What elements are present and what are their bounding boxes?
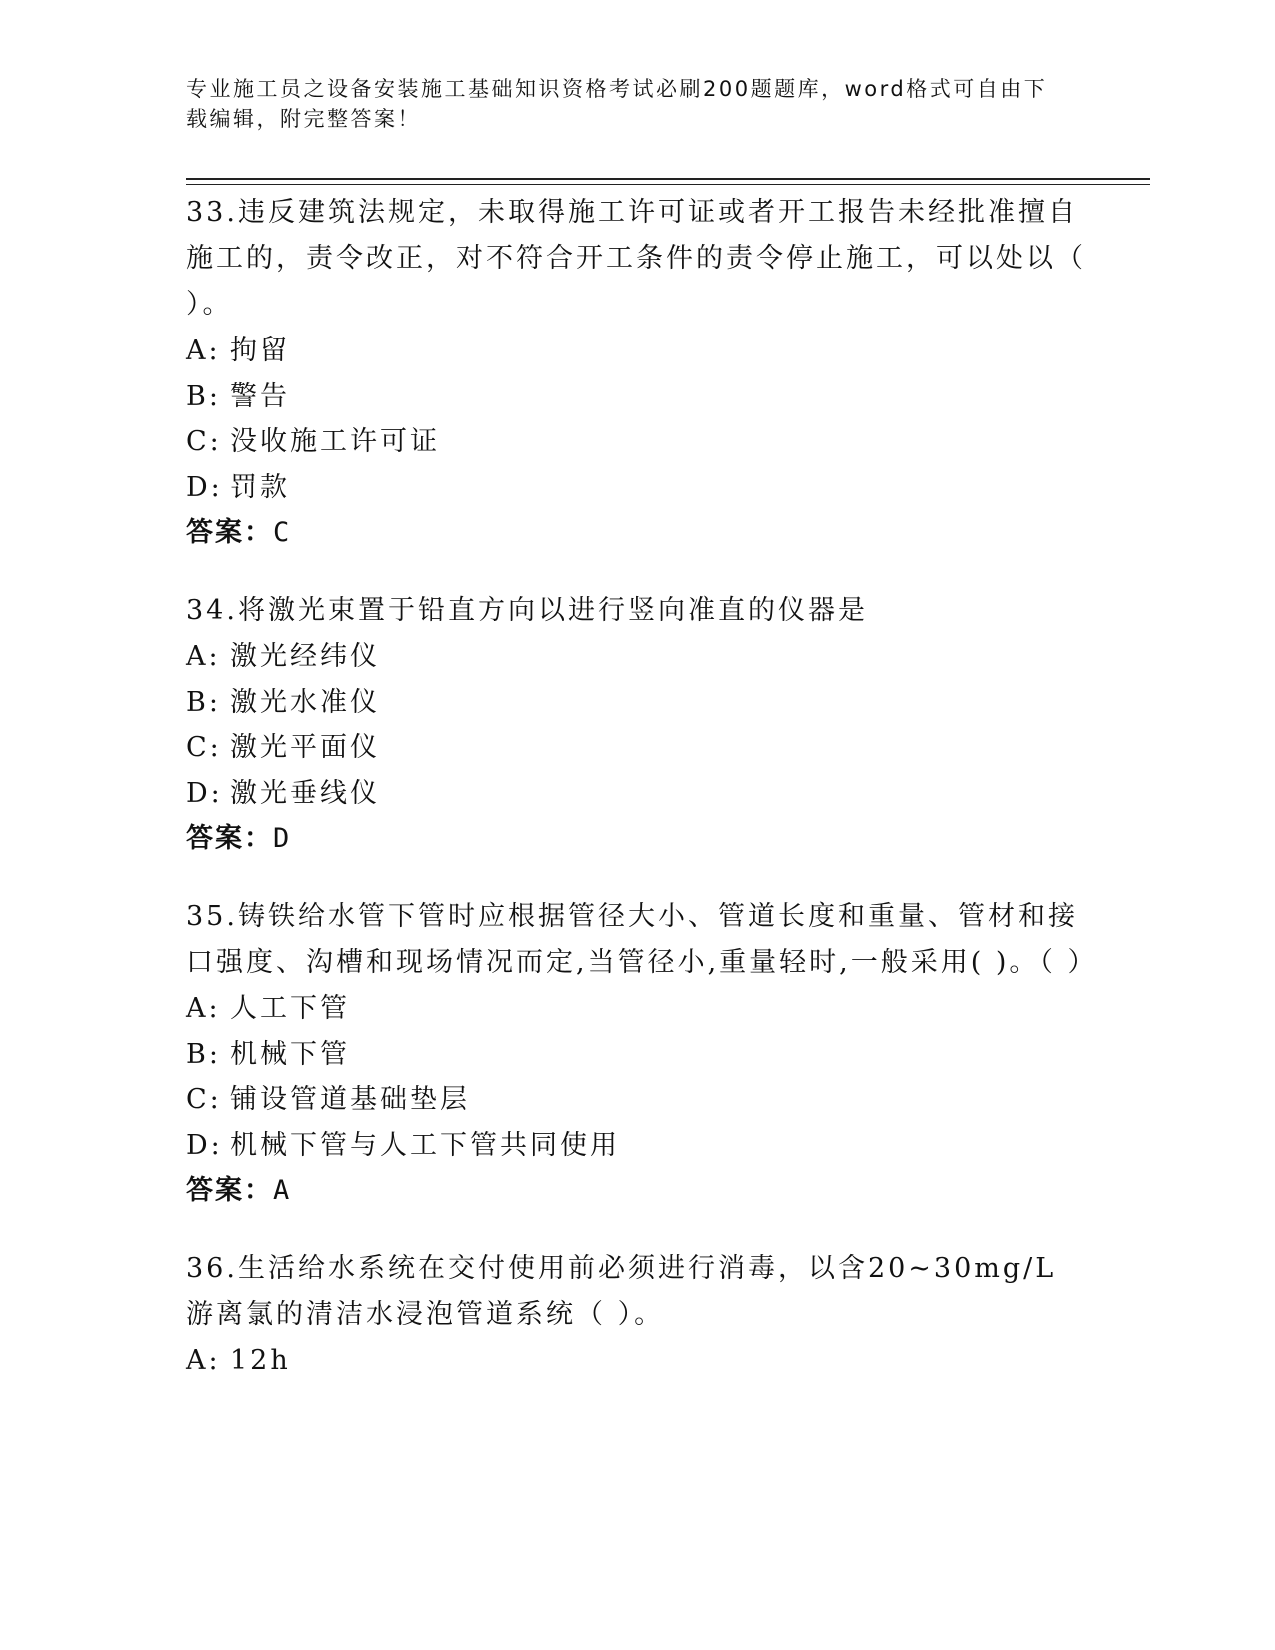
answer-label: 答案： [186, 823, 273, 854]
answer-line [186, 510, 1086, 556]
answer-value: D [273, 823, 292, 854]
question-35 [186, 894, 1098, 1214]
option-text: 警告 [230, 380, 290, 412]
question-36 [186, 1246, 1086, 1384]
option-a [186, 328, 1086, 374]
option-key: D: [186, 777, 223, 809]
answer-line [186, 1168, 1086, 1214]
option-b [186, 680, 1086, 726]
option-d [186, 771, 1086, 817]
option-a [186, 986, 1086, 1032]
option-a [186, 634, 1086, 680]
option-key: D: [186, 471, 223, 503]
option-a [186, 1338, 1086, 1384]
question-33 [186, 190, 1086, 556]
option-key: A: [186, 1345, 221, 1376]
document-header: 专业施工员之设备安装施工基础知识资格考试必刷200题题库，word格式可自由下载编辑，附完整答案！ [186, 77, 1048, 131]
question-list [186, 190, 1098, 1416]
answer-label: 答案： [186, 517, 273, 548]
question-stem: 33.违反建筑法规定，未取得施工许可证或者开工报告未经批准擅自施工的，责令改正，对不符合开工条件的责令停止施工，可以处以（ ）。 [186, 197, 1086, 320]
header-divider-thin [186, 184, 1150, 185]
option-text: 12h [230, 1345, 291, 1376]
option-key: B: [186, 380, 221, 412]
option-d [186, 465, 1086, 511]
answer-label: 答案： [186, 1175, 273, 1206]
header-divider-thick [186, 178, 1150, 180]
answer-value: A [273, 1175, 292, 1206]
option-d [186, 1123, 1086, 1169]
option-text: 铺设管道基础垫层 [230, 1084, 470, 1115]
option-c [186, 419, 1086, 465]
question-34 [186, 588, 1086, 862]
option-c [186, 1077, 1086, 1123]
option-key: A: [186, 335, 221, 366]
option-key: C: [186, 426, 222, 457]
option-c [186, 725, 1086, 771]
option-text: 机械下管与人工下管共同使用 [230, 1129, 620, 1161]
option-text: 机械下管 [230, 1038, 350, 1070]
option-text: 没收施工许可证 [230, 426, 440, 457]
question-stem: 34.将激光束置于铅直方向以进行竖向准直的仪器是 [186, 595, 868, 626]
option-text: 激光垂线仪 [230, 777, 380, 809]
option-key: D: [186, 1129, 223, 1161]
option-text: 罚款 [230, 471, 290, 503]
option-text: 激光水准仪 [230, 686, 380, 718]
question-stem: 36.生活给水系统在交付使用前必须进行消毒，以含20~30mg/L游离氯的清洁水浸泡管道系统（ ）。 [186, 1253, 1057, 1330]
question-stem: 35.铸铁给水管下管时应根据管径大小、管道长度和重量、管材和接口强度、沟槽和现场情况而定,当管径小,重量轻时,一般采用( )。（ ） [186, 901, 1098, 978]
option-key: A: [186, 993, 221, 1024]
option-text: 激光经纬仪 [230, 641, 380, 672]
answer-line [186, 816, 1086, 862]
option-text: 激光平面仪 [230, 732, 380, 763]
option-key: C: [186, 1084, 222, 1115]
option-b [186, 1032, 1086, 1078]
option-b [186, 374, 1086, 420]
answer-value: C [273, 517, 292, 548]
option-key: C: [186, 732, 222, 763]
option-text: 拘留 [230, 335, 290, 366]
option-key: A: [186, 641, 221, 672]
option-text: 人工下管 [230, 993, 350, 1024]
option-key: B: [186, 1038, 221, 1070]
option-key: B: [186, 686, 221, 718]
